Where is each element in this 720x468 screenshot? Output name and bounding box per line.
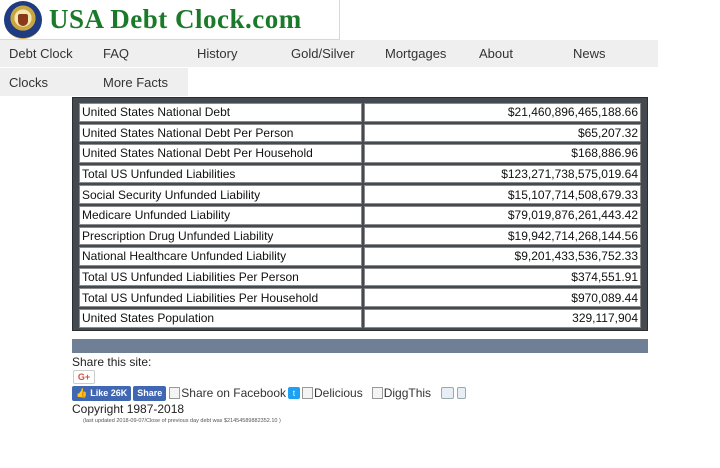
share-title: Share this site: bbox=[72, 355, 152, 369]
twitter-icon[interactable]: t bbox=[288, 387, 300, 399]
main-nav bbox=[0, 40, 658, 96]
share-on-facebook-link[interactable] bbox=[169, 386, 286, 400]
nav-debt-clock[interactable]: Debt Clock bbox=[0, 40, 94, 67]
nav-news[interactable]: News bbox=[564, 40, 658, 67]
site-header bbox=[0, 0, 340, 40]
broken-image-icon bbox=[302, 387, 313, 399]
row-value: $123,271,738,575,019.64 bbox=[364, 165, 641, 184]
google-plus-button[interactable]: G+ bbox=[73, 370, 95, 384]
nav-about[interactable]: About bbox=[470, 40, 564, 67]
row-value: $79,019,876,261,443.42 bbox=[364, 206, 641, 225]
nav-mortgages[interactable]: Mortgages bbox=[376, 40, 470, 67]
row-label: Total US Unfunded Liabilities Per Person bbox=[79, 268, 362, 287]
copyright-text: Copyright 1987-2018 bbox=[72, 402, 185, 416]
table-row bbox=[79, 103, 641, 122]
debt-clock-panel bbox=[72, 97, 648, 331]
table-row bbox=[79, 227, 641, 246]
digg-link[interactable] bbox=[372, 386, 431, 400]
last-updated-note: (last updated 2018-09-07/Close of previous day debt was $21454589882352.10 ) bbox=[83, 418, 281, 424]
row-value: $19,942,714,268,144.56 bbox=[364, 227, 641, 246]
table-row bbox=[79, 247, 641, 266]
delicious-link[interactable] bbox=[302, 386, 363, 400]
row-value: $65,207.32 bbox=[364, 124, 641, 143]
small-share-icon[interactable] bbox=[457, 387, 466, 399]
table-row bbox=[79, 144, 641, 163]
row-label: Social Security Unfunded Liability bbox=[79, 185, 362, 204]
table-row bbox=[79, 309, 641, 328]
nav-gold-silver[interactable]: Gold/Silver bbox=[282, 40, 376, 67]
row-label: United States National Debt Per Person bbox=[79, 124, 362, 143]
thumbs-up-icon: 👍 bbox=[76, 387, 88, 398]
row-label: Total US Unfunded Liabilities bbox=[79, 165, 362, 184]
table-row bbox=[79, 206, 641, 225]
row-value: $21,460,896,465,188.66 bbox=[364, 103, 641, 122]
row-value: 329,117,904 bbox=[364, 309, 641, 328]
broken-image-icon bbox=[169, 387, 180, 399]
row-value: $168,886.96 bbox=[364, 144, 641, 163]
row-label: Prescription Drug Unfunded Liability bbox=[79, 227, 362, 246]
table-row bbox=[79, 288, 641, 307]
table-row bbox=[79, 185, 641, 204]
row-label: Medicare Unfunded Liability bbox=[79, 206, 362, 225]
row-value: $15,107,714,508,679.33 bbox=[364, 185, 641, 204]
debt-clock-table bbox=[77, 101, 643, 330]
row-label: United States Population bbox=[79, 309, 362, 328]
site-logo[interactable]: USA Debt Clock.com bbox=[49, 4, 302, 34]
nav-more-facts[interactable]: More Facts bbox=[94, 68, 188, 96]
delicious-alt: Delicious bbox=[314, 386, 363, 400]
nav-faq[interactable]: FAQ bbox=[94, 40, 188, 67]
nav-history[interactable]: History bbox=[188, 40, 282, 67]
bookmark-icon[interactable] bbox=[441, 387, 454, 399]
table-row bbox=[79, 268, 641, 287]
share-on-facebook-alt: Share on Facebook bbox=[181, 386, 287, 400]
row-value: $9,201,433,536,752.33 bbox=[364, 247, 641, 266]
row-value: $970,089.44 bbox=[364, 288, 641, 307]
row-label: United States National Debt bbox=[79, 103, 362, 122]
digg-alt: DiggThis bbox=[383, 386, 432, 400]
table-row bbox=[79, 165, 641, 184]
broken-image-icon bbox=[372, 387, 383, 399]
row-value: $374,551.91 bbox=[364, 268, 641, 287]
facebook-like-button[interactable] bbox=[72, 386, 131, 401]
us-seal-icon bbox=[4, 1, 42, 39]
nav-clocks[interactable]: Clocks bbox=[0, 68, 94, 96]
table-row bbox=[79, 124, 641, 143]
social-buttons bbox=[72, 385, 466, 401]
row-label: National Healthcare Unfunded Liability bbox=[79, 247, 362, 266]
facebook-like-label: Like 26K bbox=[90, 388, 128, 398]
facebook-share-button[interactable]: Share bbox=[133, 386, 166, 401]
divider-bar bbox=[72, 339, 648, 353]
row-label: United States National Debt Per Household bbox=[79, 144, 362, 163]
row-label: Total US Unfunded Liabilities Per Household bbox=[79, 288, 362, 307]
